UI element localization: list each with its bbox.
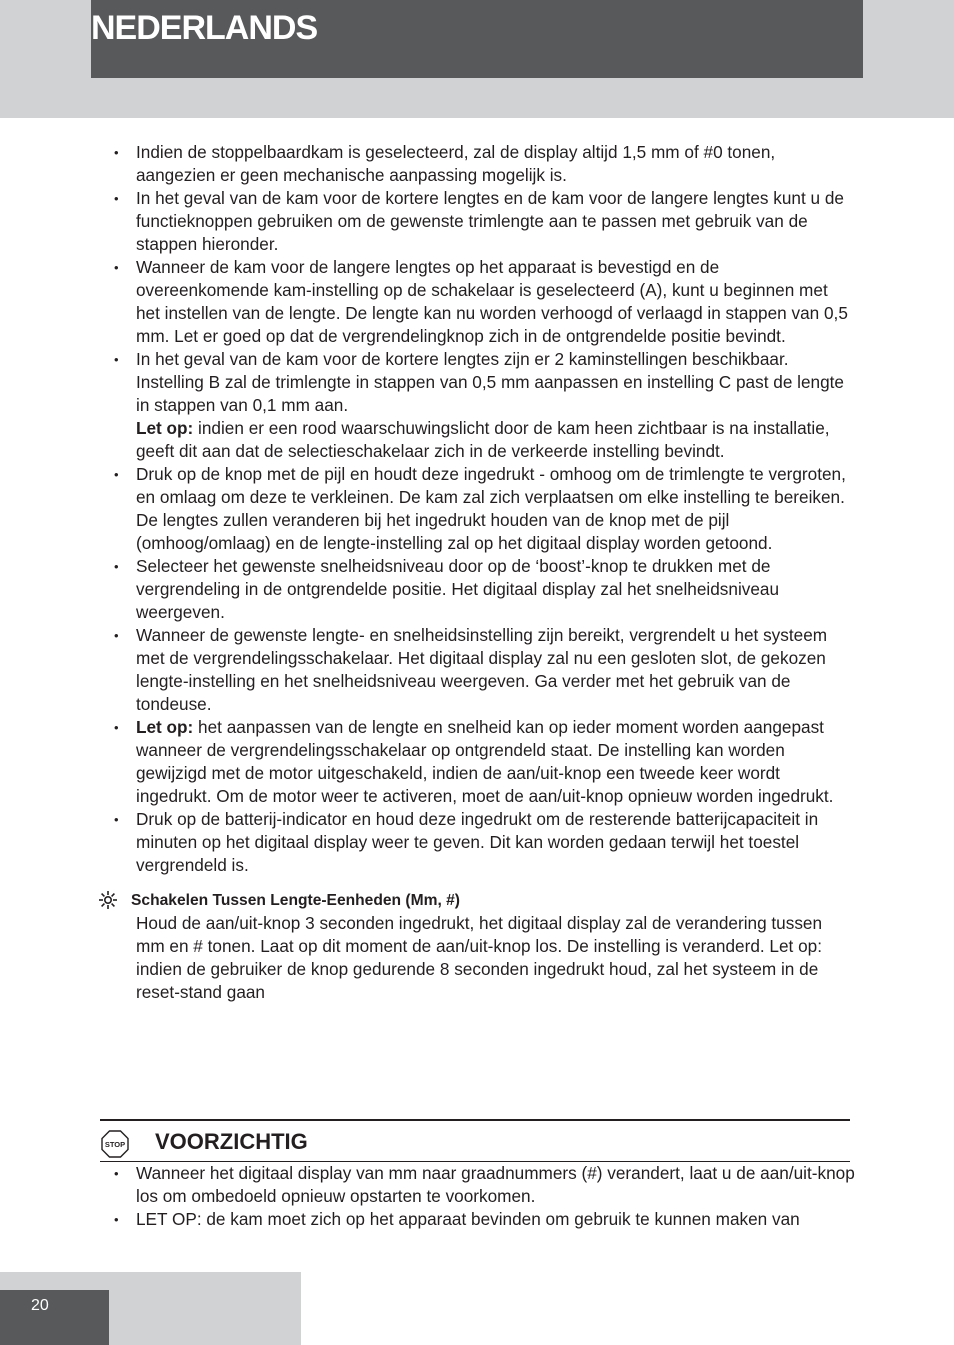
list-item [110, 1162, 855, 1208]
note-label: Let op: [136, 717, 194, 737]
list-item [110, 348, 855, 463]
list-item-text: Wanneer het digitaal display van mm naar graadnummers (#) verandert, laat u de aan/uit-knop los om ombedoeld opnieuw opstarten te voorkomen. [136, 1163, 855, 1206]
list-item-text: Selecteer het gewenste snelheidsniveau door op de ‘boost’-knop te drukken met de vergrendeling in de ontgrendelde positie. Het digitaal display zal het snelheidsniveau weergeven. [136, 556, 780, 622]
main-content [110, 141, 855, 1004]
list-item [110, 141, 855, 187]
caution-header [100, 1119, 850, 1162]
stop-icon-label: STOP [104, 1140, 126, 1150]
sun-icon [98, 890, 118, 910]
list-item-text: Druk op de batterij-indicator en houd deze ingedrukt om de resterende batterijcapaciteit in minuten op het digitaal display weer te geven. Dit kan worden gedaan terwijl het toestel vergrendeld is. [136, 809, 819, 875]
list-item [110, 256, 855, 348]
page-title: NEDERLANDS [91, 9, 318, 47]
caution-title: VOORZICHTIG [155, 1129, 308, 1154]
list-item-text: Druk op de knop met de pijl en houdt deze ingedrukt - omhoog om de trimlengte te vergroten, en omlaag om deze te verkleinen. De kam zal zich verplaatsen om elke instelling te bereiken. De lengtes zullen veranderen bij het ingedrukt houden van de knop met de pijl (omhoog/omlaag) en de lengte-instelling zal op het digitaal display worden getoond. [136, 464, 846, 553]
list-item [110, 808, 855, 877]
list-item [110, 187, 855, 256]
list-item [110, 716, 855, 808]
list-item [110, 624, 855, 716]
list-item-text: Indien de stoppelbaardkam is geselecteerd, zal de display altijd 1,5 mm of #0 tonen, aangezien er geen mechanische aanpassing mogelijk is. [136, 142, 776, 185]
list-item-text: Wanneer de kam voor de langere lengtes op het apparaat is bevestigd en de overeenkomende kam-instelling op de schakelaar is geselecteerd (A), kunt u beginnen met het instellen van de lengte. De lengte kan nu worden verhoogd of verlaagd in stappen van 0,5 mm. Let er goed op dat de vergrendelingknop zich in de ontgrendelde positie bevindt. [136, 257, 848, 346]
list-item [110, 555, 855, 624]
list-item-text: In het geval van de kam voor de kortere lengtes en de kam voor de langere lengtes kunt u de functieknoppen gebruiken om de gewenste trimlengte aan te passen met gebruik van de stappen hieronder. [136, 188, 844, 254]
list-item-text: LET OP: de kam moet zich op het apparaat bevinden om gebruik te kunnen maken van [136, 1209, 800, 1229]
stop-icon [101, 1130, 129, 1158]
list-item [110, 1208, 855, 1231]
note-label: Let op: [136, 418, 194, 438]
tip-section [110, 889, 855, 1004]
list-item [110, 463, 855, 555]
tip-heading: Schakelen Tussen Lengte-Eenheden (Mm, #) [131, 892, 460, 909]
list-item-text: In het geval van de kam voor de kortere lengtes zijn er 2 kaminstellingen beschikbaar. Instelling B zal de trimlengte in stappen van 0,5 mm aanpassen en instelling C past de lengte in stappen van 0,1 mm aan. [136, 349, 844, 415]
note-text: indien er een rood waarschuwingslicht door de kam heen zichtbaar is na installatie, geeft dit aan dat de selectieschakelaar zich in de verkeerde instelling bevindt. [136, 418, 830, 461]
page-number-box [0, 1290, 109, 1345]
tip-body: Houd de aan/uit-knop 3 seconden ingedrukt, het digitaal display zal de verandering tussen mm en # tonen. Laat op dit moment de aan/uit-knop los. De instelling is veranderd. Let op: indien de gebruiker de knop gedurende 8 seconden ingedrukt houd, zal het systeem in de reset-stand gaan [136, 913, 823, 1002]
caution-list [110, 1162, 855, 1231]
page-number: 20 [31, 1297, 49, 1314]
note-line [136, 417, 855, 463]
caution-content [110, 1162, 855, 1231]
list-item-text: het aanpassen van de lengte en snelheid kan op ieder moment worden aangepast wanneer de vergrendelingsschakelaar op ontgrendeld staat. De instelling kan worden gewijzigd met de motor uitgeschakeld, indien de aan/uit-knop een tweede keer wordt ingedrukt. Om de motor weer te activeren, moet de aan/uit-knop opnieuw worden ingedrukt. [136, 717, 834, 806]
list-item-text: Wanneer de gewenste lengte- en snelheidsinstelling zijn bereikt, vergrendelt u het systeem met de vergrendelingsschakelaar. Het digitaal display zal nu een gesloten slot, de gekozen lengte-instelling en het snelheidsniveau weergeven. Ga verder met het gebruik van de tondeuse. [136, 625, 828, 714]
instruction-list [110, 141, 855, 877]
